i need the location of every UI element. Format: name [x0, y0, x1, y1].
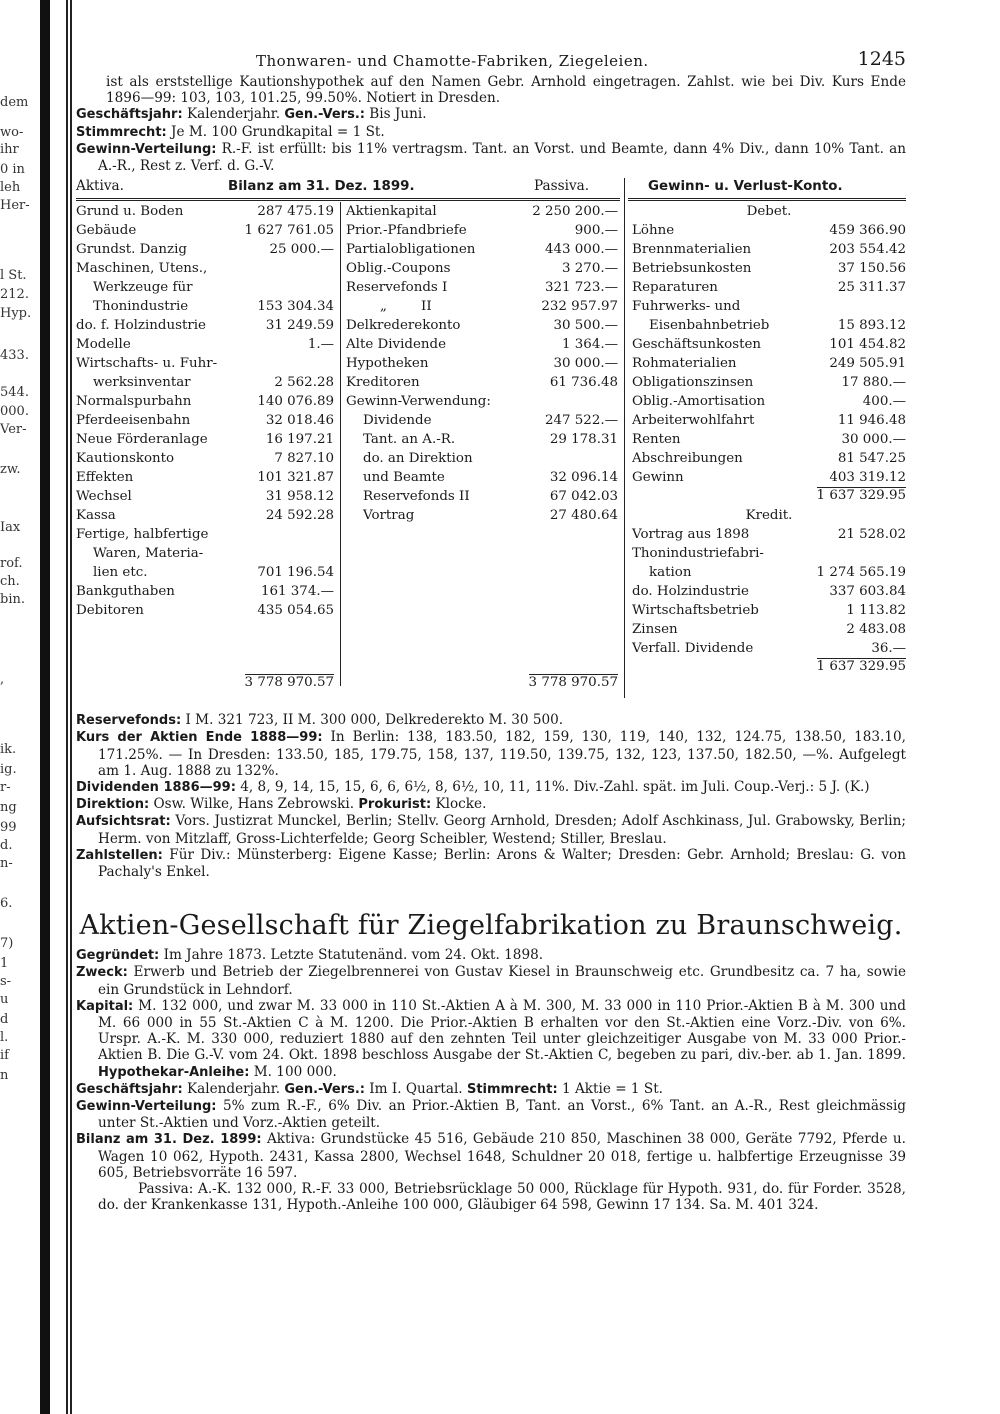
margin-fragment: ik.: [0, 742, 17, 757]
passiva-row-label: Aktienkapital: [346, 204, 437, 220]
debet-row-label: Geschäftsunkosten: [632, 337, 762, 353]
field-label: Reservefonds:: [76, 713, 182, 729]
passiva-row-label: Reservefonds I: [346, 280, 448, 296]
margin-fragment: 000.: [0, 404, 29, 419]
margin-fragment: dem: [0, 95, 29, 110]
detail-paragraph: [76, 779, 906, 796]
kredit-row-value: 21 528.02: [837, 527, 906, 543]
passiva-row-label: Kreditoren: [346, 375, 420, 391]
debet-row-label: Oblig.-Amortisation: [632, 394, 766, 410]
aktiva-row: [76, 582, 334, 601]
passiva-row-label: do. an Direktion: [346, 451, 473, 467]
field-text: Osw. Wilke, Hans Zebrowski.: [149, 796, 359, 813]
passiva-row: [346, 221, 618, 240]
field-label: Kapital:: [76, 998, 134, 1014]
passiva-row: [346, 354, 618, 373]
aktiva-row-label: Bankguthaben: [76, 584, 175, 600]
aktiva-row: [76, 392, 334, 411]
passiva-row: [346, 411, 618, 430]
margin-fragment: ng: [0, 800, 17, 815]
debet-row-value: 15 893.12: [837, 318, 906, 334]
field-label: Kurs der Aktien Ende 1888—99:: [76, 730, 323, 746]
aktiva-total-row: [76, 674, 334, 693]
binding-shadow: [40, 0, 50, 1414]
debet-row: [632, 240, 906, 259]
aktiva-row-label: do. f. Holzindustrie: [76, 318, 206, 334]
field-text: R.-F. ist erfüllt: bis 11% vertragsm. Tant. an Vorst. und Beamte, dann 4% Div., dann 10% Tant. an A.-R., Rest z. Verf. d. G.-V.: [98, 140, 906, 175]
debet-row-label: Brennmaterialien: [632, 242, 752, 258]
field-text: Kalenderjahr.: [182, 106, 285, 123]
margin-fragment: u: [0, 992, 9, 1007]
aktiva-row: [76, 563, 334, 582]
field-label: Zweck:: [76, 965, 128, 981]
passiva-row-label: „ II: [346, 299, 432, 315]
aktiva-row: [76, 240, 334, 259]
section-paragraph: [76, 947, 906, 964]
field-label: Direktion:: [76, 797, 150, 813]
debet-row-label: Reparaturen: [632, 280, 718, 296]
margin-fragment: n-: [0, 856, 13, 871]
aktiva-row: [76, 411, 334, 430]
aktiva-row-value: 7 827.10: [274, 451, 334, 467]
passiva-row-value: 1 364.—: [562, 337, 618, 353]
passiva-row: [346, 240, 618, 259]
margin-fragment: 433.: [0, 348, 29, 363]
aktiva-row: [76, 316, 334, 335]
debet-row-value: 30 000.—: [841, 432, 906, 448]
aktiva-row-value: 161 374.—: [260, 584, 334, 600]
field-label: Zahlstellen:: [76, 847, 163, 863]
aktiva-row: [76, 468, 334, 487]
aktiva-row-value: 701 196.54: [257, 565, 334, 581]
debet-row-label: Rohmaterialien: [632, 356, 737, 372]
detail-paragraph: [76, 847, 906, 880]
kredit-label: Kredit.: [745, 508, 793, 524]
passiva-row-value: 321 723.—: [544, 280, 618, 296]
debet-total: 1 637 329.95: [816, 488, 906, 504]
debet-row: [632, 335, 906, 354]
field-text: Bis Juni.: [364, 106, 427, 123]
debet-row: [632, 430, 906, 449]
intro-text: ist als erststellige Kautionshypothek auf den Namen Gebr. Arnhold eingetragen. Zahlst. wie bei Div. Kurs Ende 1896—99: 103, 103, 101.25, 99.50%. Notiert in Dresden.: [106, 74, 906, 107]
passiva-total-row: [346, 674, 618, 693]
aktiva-row: [76, 202, 334, 221]
passiva-row: [346, 259, 618, 278]
margin-fragment: 1: [0, 956, 9, 971]
kredit-row-value: 1 113.82: [846, 603, 906, 619]
passiva-row-value: 443 000.—: [544, 242, 618, 258]
field-text: M. 132 000, und zwar M. 33 000 in 110 St.-Aktien A à M. 300, M. 33 000 in 110 Prior.-Aktien B à M. 300 und M. 66 000 in 55 St.-Aktien C à M. 1200. Die Prior.-Aktien B erhalten vor den St.-Aktien eine Vorz.-Div. von 6%. Urspr. A.-K. M. 330 000, reduziert 1880 auf den zehnten Teil unter gleichzeitiger Ausgabe von M. 33 000 Prior.-Aktien B. Die G.-V. vom 24. Okt. 1898 beschloss Ausgabe der St.-Aktien C, begeben zu pari, div.-ber. ab 1. Jan. 1899.: [98, 997, 906, 1064]
passiva-row: [346, 430, 618, 449]
balance-sheet: [76, 178, 906, 712]
kredit-list: [632, 525, 906, 658]
kredit-row-label: Wirtschaftsbetrieb: [632, 603, 759, 619]
passiva-row-label: und Beamte: [346, 470, 445, 486]
margin-fragment: rof.: [0, 556, 23, 571]
passiva-row: [346, 487, 618, 506]
field-text: 4, 8, 9, 14, 15, 15, 6, 6, 6½, 8, 6½, 10, 11, 11%. Div.-Zahl. spät. im Juli. Coup.-Verj.: 5 J. (K.): [235, 779, 870, 796]
aktiva-row-label: Pferdeeisenbahn: [76, 413, 191, 429]
aktiva-row-value: 1 627 761.05: [244, 223, 334, 239]
field-text: Vors. Justizrat Munckel, Berlin; Stellv. Georg Arnhold, Dresden; Adolf Aschkinass, Jul. Grabowsky, Berlin; Herm. von Mitzlaff, Gross-Lichterfelde; Georg Scheibler, Westend; Stiller, Breslau.: [98, 813, 906, 847]
aktiva-row: [76, 525, 334, 544]
meta-line: [76, 141, 906, 174]
debet-row: [632, 392, 906, 411]
debet-row-value: 25 311.37: [837, 280, 906, 296]
debet-total-row: [632, 487, 906, 506]
passiva-row-label: Partialobligationen: [346, 242, 476, 258]
debet-row-label: Gewinn: [632, 470, 684, 486]
kredit-row-label: kation: [632, 565, 692, 581]
aktiva-row: [76, 544, 334, 563]
debet-row-value: 249 505.91: [829, 356, 906, 372]
company-details: [76, 712, 906, 880]
debet-row-value: 400.—: [862, 394, 906, 410]
aktiva-row: [76, 335, 334, 354]
passiva-row: [346, 297, 618, 316]
margin-fragment: if: [0, 1048, 9, 1063]
aktiva-row-label: Grundst. Danzig: [76, 242, 187, 258]
passiva-row: [346, 278, 618, 297]
margin-fragment: Hyp.: [0, 306, 32, 321]
debet-row-value: 203 554.42: [829, 242, 906, 258]
aktiva-row: [76, 506, 334, 525]
aktiva-row: [76, 221, 334, 240]
margin-fragment: 544.: [0, 385, 29, 400]
debet-row-value: 11 946.48: [837, 413, 906, 429]
passiva-row-value: 232 957.97: [541, 299, 618, 315]
left-page-margin: [0, 0, 72, 1414]
margin-fragment: ihr: [0, 142, 19, 157]
aktiva-row-label: Fertige, halbfertige: [76, 527, 209, 543]
aktiva-row-value: 140 076.89: [257, 394, 334, 410]
aktiva-row: [76, 601, 334, 620]
passiva-row-value: 61 736.48: [549, 375, 618, 391]
debet-row: [632, 354, 906, 373]
section-paragraph: [76, 1098, 906, 1131]
field-label: Gen.-Vers.:: [284, 1081, 365, 1097]
debet-row-label: Betriebsunkosten: [632, 261, 752, 277]
aktiva-row-label: Wechsel: [76, 489, 132, 505]
aktiva-row-label: Waren, Materia-: [76, 546, 204, 562]
margin-fragment: s-: [0, 974, 12, 989]
kredit-row-label: Zinsen: [632, 622, 678, 638]
passiva-row-value: 900.—: [574, 223, 618, 239]
passiva-header: Passiva.: [534, 178, 590, 195]
passiva-row-value: 32 096.14: [549, 470, 618, 486]
field-text: M. 100 000.: [249, 1063, 337, 1080]
running-title: Thonwaren- und Chamotte-Fabriken, Ziegeleien.: [256, 52, 649, 70]
aktiva-row-label: Kassa: [76, 508, 116, 524]
passiva-row-label: Delkrederekonto: [346, 318, 461, 334]
aktiva-row-label: lien etc.: [76, 565, 148, 581]
aktiva-row-label: Effekten: [76, 470, 134, 486]
aktiva-row-label: Thonindustrie: [76, 299, 189, 315]
detail-paragraph: [76, 712, 906, 729]
passiva-row-value: 67 042.03: [549, 489, 618, 505]
gv-title: Gewinn- u. Verlust-Konto.: [648, 179, 843, 195]
page: [76, 40, 906, 1214]
aktiva-row: [76, 297, 334, 316]
field-text: Klocke.: [431, 796, 487, 813]
debet-row-value: 81 547.25: [837, 451, 906, 467]
field-text: 1 Aktie = 1 St.: [557, 1080, 663, 1097]
aktiva-total: 3 778 970.57: [244, 675, 334, 691]
kredit-row: [632, 620, 906, 639]
field-label: Hypothekar-Anleihe:: [98, 1064, 250, 1080]
detail-paragraph: [76, 729, 906, 779]
debet-row: [632, 468, 906, 487]
aktiva-row-value: 153 304.34: [257, 299, 334, 315]
passiva-row-value: 3 270.—: [562, 261, 618, 277]
margin-fragment: Ver-: [0, 422, 27, 437]
passiva-row-value: 30 000.—: [553, 356, 618, 372]
field-label: Stimmrecht:: [76, 124, 167, 140]
aktiva-row-value: 435 054.65: [257, 603, 334, 619]
debet-row-label: Löhne: [632, 223, 675, 239]
margin-fragment: bin.: [0, 592, 25, 607]
debet-row: [632, 316, 906, 335]
detail-paragraph: [76, 813, 906, 846]
passiva-list: [346, 202, 618, 525]
kredit-row-value: 1 274 565.19: [816, 565, 906, 581]
debet-row-value: 101 454.82: [829, 337, 906, 353]
passiva-row: [346, 392, 618, 411]
kredit-row: [632, 525, 906, 544]
debet-row-value: 17 880.—: [841, 375, 906, 391]
section-title: Aktien-Gesellschaft für Ziegelfabrikation zu Braunschweig.: [79, 910, 903, 942]
debet-row: [632, 411, 906, 430]
debet-row: [632, 278, 906, 297]
kredit-row-label: Verfall. Dividende: [632, 641, 754, 657]
margin-fragment: r-: [0, 780, 11, 795]
passiva-row-label: Reservefonds II: [346, 489, 470, 505]
meta-line: [76, 124, 906, 141]
detail-paragraph: [76, 796, 906, 813]
aktiva-row: [76, 354, 334, 373]
passiva-row-label: Gewinn-Verwendung:: [346, 394, 491, 410]
aktiva-row-value: 25 000.—: [269, 242, 334, 258]
balance-title: Bilanz am 31. Dez. 1899.: [228, 179, 415, 195]
kredit-row-value: 36.—: [871, 641, 906, 657]
passiva-row: [346, 316, 618, 335]
margin-fragment: 6.: [0, 896, 13, 911]
field-text: Im Jahre 1873. Letzte Statutenänd. vom 24. Okt. 1898.: [159, 947, 544, 964]
section-body: [76, 947, 906, 1181]
passiva-row: [346, 373, 618, 392]
field-label: Gewinn-Verteilung:: [76, 141, 217, 157]
debet-label: Debet.: [746, 204, 792, 220]
debet-row-label: Arbeiterwohlfahrt: [632, 413, 755, 429]
aktiva-row-label: Grund u. Boden: [76, 204, 184, 220]
field-label: Geschäftsjahr:: [76, 107, 183, 123]
field-text: Je M. 100 Grundkapital = 1 St.: [166, 123, 385, 140]
aktiva-header: Aktiva.: [76, 178, 124, 195]
column-divider: [340, 202, 341, 686]
field-text: Erwerb und Betrieb der Ziegelbrennerei von Gustav Kiesel in Braunschweig etc. Grundbesitz ca. 7 ha, sowie ein Grundstück in Lehndorf.: [98, 964, 906, 998]
aktiva-row-value: 31 958.12: [265, 489, 334, 505]
margin-fragment: l St.: [0, 268, 27, 283]
field-label: Gen.-Vers.:: [284, 107, 365, 123]
field-label: Aufsichtsrat:: [76, 814, 171, 830]
passiva-row: [346, 449, 618, 468]
margin-fragment: 212.: [0, 287, 29, 302]
aktiva-row-label: Modelle: [76, 337, 131, 353]
margin-fragment: d.: [0, 838, 13, 853]
kredit-total-row: [632, 658, 906, 677]
debet-row: [632, 449, 906, 468]
field-text: I M. 321 723, II M. 300 000, Delkrederekto M. 30 500.: [181, 712, 564, 729]
aktiva-row-value: 32 018.46: [265, 413, 334, 429]
margin-fragment: ,: [0, 672, 5, 687]
debet-row-label: Abschreibungen: [632, 451, 743, 467]
debet-list: [632, 221, 906, 487]
margin-fragment: n: [0, 1068, 9, 1083]
kredit-row-label: Vortrag aus 1898: [632, 527, 750, 543]
column-divider: [624, 178, 625, 698]
field-text: In Berlin: 138, 183.50, 182, 159, 130, 119, 140, 132, 124.75, 138.50, 183.10, 171.25%. — In Dresden: 133.50, 185, 179.75, 158, 137, 119.50, 139.75, 132, 123, 137.50, 182.50, —%. Aufgelegt am 1. Aug. 1888 zu 132%.: [98, 729, 906, 779]
margin-fragment: ig.: [0, 762, 17, 777]
debet-row-label: Renten: [632, 432, 681, 448]
margin-fragment: leh: [0, 180, 21, 195]
aktiva-row: [76, 449, 334, 468]
kredit-row: [632, 582, 906, 601]
debet-row: [632, 297, 906, 316]
debet-row-value: 459 366.90: [829, 223, 906, 239]
aktiva-row: [76, 373, 334, 392]
meta-line: [76, 106, 906, 123]
kredit-row: [632, 639, 906, 658]
margin-fragment: Her-: [0, 198, 30, 213]
aktiva-row-label: werksinventar: [76, 375, 191, 391]
section-paragraph: [76, 998, 906, 1081]
passiva-row-label: Oblig.-Coupons: [346, 261, 451, 277]
margin-fragment: ch.: [0, 574, 20, 589]
debet-row-value: 37 150.56: [837, 261, 906, 277]
passiva-row-value: 27 480.64: [549, 508, 618, 524]
aktiva-row: [76, 430, 334, 449]
margin-fragment: zw.: [0, 462, 21, 477]
aktiva-row-label: Maschinen, Utens.,: [76, 261, 208, 277]
debet-row: [632, 259, 906, 278]
aktiva-row-value: 2 562.28: [274, 375, 334, 391]
passiva-paragraph: Passiva: A.-K. 132 000, R.-F. 33 000, Betriebsrücklage 50 000, Rücklage für Hypoth. 931, do. für Forder. 3528, do. der Krankenkasse 131, Hypoth.-Anleihe 100 000, Gläubiger 64 598, Gewinn 17 134. Sa. M. 401 324.: [98, 1181, 906, 1214]
debet-row-value: 403 319.12: [829, 470, 906, 486]
kredit-row-label: Thonindustriefabri-: [632, 546, 764, 562]
section-paragraph: [76, 1131, 906, 1181]
margin-fragment: d: [0, 1012, 9, 1027]
margin-fragment: 99: [0, 820, 17, 835]
field-label: Bilanz am 31. Dez. 1899:: [76, 1132, 262, 1148]
field-label: Gegründet:: [76, 948, 160, 964]
passiva-row: [346, 468, 618, 487]
passiva-row-label: Alte Dividende: [346, 337, 446, 353]
margin-fragment: 0 in: [0, 162, 25, 177]
passiva-total: 3 778 970.57: [528, 675, 618, 691]
aktiva-row: [76, 259, 334, 278]
kredit-row-label: do. Holzindustrie: [632, 584, 749, 600]
rule: [76, 198, 620, 201]
aktiva-row-label: Neue Förderanlage: [76, 432, 208, 448]
margin-fragment: wo-: [0, 125, 24, 140]
page-number: 1245: [857, 48, 906, 70]
debet-row-label: Obligationszinsen: [632, 375, 754, 391]
aktiva-row-value: 287 475.19: [257, 204, 334, 220]
aktiva-row-value: 101 321.87: [257, 470, 334, 486]
aktiva-row-value: 16 197.21: [265, 432, 334, 448]
aktiva-row-label: Debitoren: [76, 603, 144, 619]
passiva-row-label: Dividende: [346, 413, 432, 429]
margin-fragment: 7): [0, 936, 14, 951]
passiva-row: [346, 335, 618, 354]
passiva-row: [346, 202, 618, 221]
passiva-row-label: Hypotheken: [346, 356, 429, 372]
aktiva-row-label: Gebäude: [76, 223, 137, 239]
kredit-row: [632, 601, 906, 620]
page-header: [76, 40, 906, 74]
margin-fragment: l.: [0, 1030, 9, 1045]
section-paragraph: [76, 1081, 906, 1098]
passiva-row-value: 2 250 200.—: [532, 204, 618, 220]
kredit-row-value: 337 603.84: [829, 584, 906, 600]
aktiva-row-value: 24 592.28: [265, 508, 334, 524]
debet-row-label: Fuhrwerks- und: [632, 299, 741, 315]
passiva-row-value: 29 178.31: [549, 432, 618, 448]
aktiva-row-label: Wirtschafts- u. Fuhr-: [76, 356, 218, 372]
aktiva-row-label: Werkzeuge für: [76, 280, 193, 296]
aktiva-row-value: 1.—: [307, 337, 334, 353]
passiva-row-value: 247 522.—: [544, 413, 618, 429]
company-meta: [76, 106, 906, 174]
kredit-row: [632, 563, 906, 582]
field-text: 5% zum R.-F., 6% Div. an Prior.-Aktien B, Tant. an Vorst., 6% Tant. an A.-R., Rest gleichmässig unter St.-Aktien und Vorz.-Aktien geteilt.: [98, 1098, 906, 1132]
field-text: Im I. Quartal.: [364, 1080, 467, 1097]
aktiva-row: [76, 487, 334, 506]
debet-row-label: Eisenbahnbetrieb: [632, 318, 770, 334]
aktiva-row-label: Kautionskonto: [76, 451, 175, 467]
field-label: Geschäftsjahr:: [76, 1081, 183, 1097]
rule: [628, 198, 906, 201]
margin-fragment: Iax: [0, 520, 21, 535]
debet-row: [632, 373, 906, 392]
passiva-row-label: Prior.-Pfandbriefe: [346, 223, 467, 239]
aktiva-row-label: Normalspurbahn: [76, 394, 192, 410]
aktiva-row: [76, 278, 334, 297]
field-label: Stimmrecht:: [466, 1081, 558, 1097]
gv-list: [632, 202, 906, 677]
field-label: Prokurist:: [358, 797, 432, 813]
passiva-row-label: Tant. an A.-R.: [346, 432, 456, 448]
debet-row: [632, 221, 906, 240]
field-text: Aktiva: Grundstücke 45 516, Gebäude 210 850, Maschinen 38 000, Geräte 7792, Pferde u. Wagen 10 062, Hypoth. 2431, Kassa 2800, Wechsel 1648, Schuldner 20 018, fertige u. halbfertige Erzeugnisse 39 605, Betriebsvorräte 16 597.: [98, 1131, 906, 1181]
field-label: Gewinn-Verteilung:: [76, 1099, 217, 1115]
kredit-row: [632, 544, 906, 563]
kredit-total: 1 637 329.95: [816, 659, 906, 675]
passiva-row-label: Vortrag: [346, 508, 415, 524]
aktiva-row-value: 31 249.59: [265, 318, 334, 334]
passiva-row: [346, 506, 618, 525]
field-text: Für Div.: Münsterberg: Eigene Kasse; Berlin: Arons & Walter; Dresden: Gebr. Arnhold; Breslau: G. von Pachaly's Enkel.: [98, 846, 906, 881]
field-text: Kalenderjahr.: [182, 1080, 285, 1097]
section-paragraph: [76, 964, 906, 997]
passiva-row-value: 30 500.—: [553, 318, 618, 334]
kredit-row-value: 2 483.08: [846, 622, 906, 638]
aktiva-list: [76, 202, 334, 620]
field-label: Dividenden 1886—99:: [76, 780, 236, 796]
